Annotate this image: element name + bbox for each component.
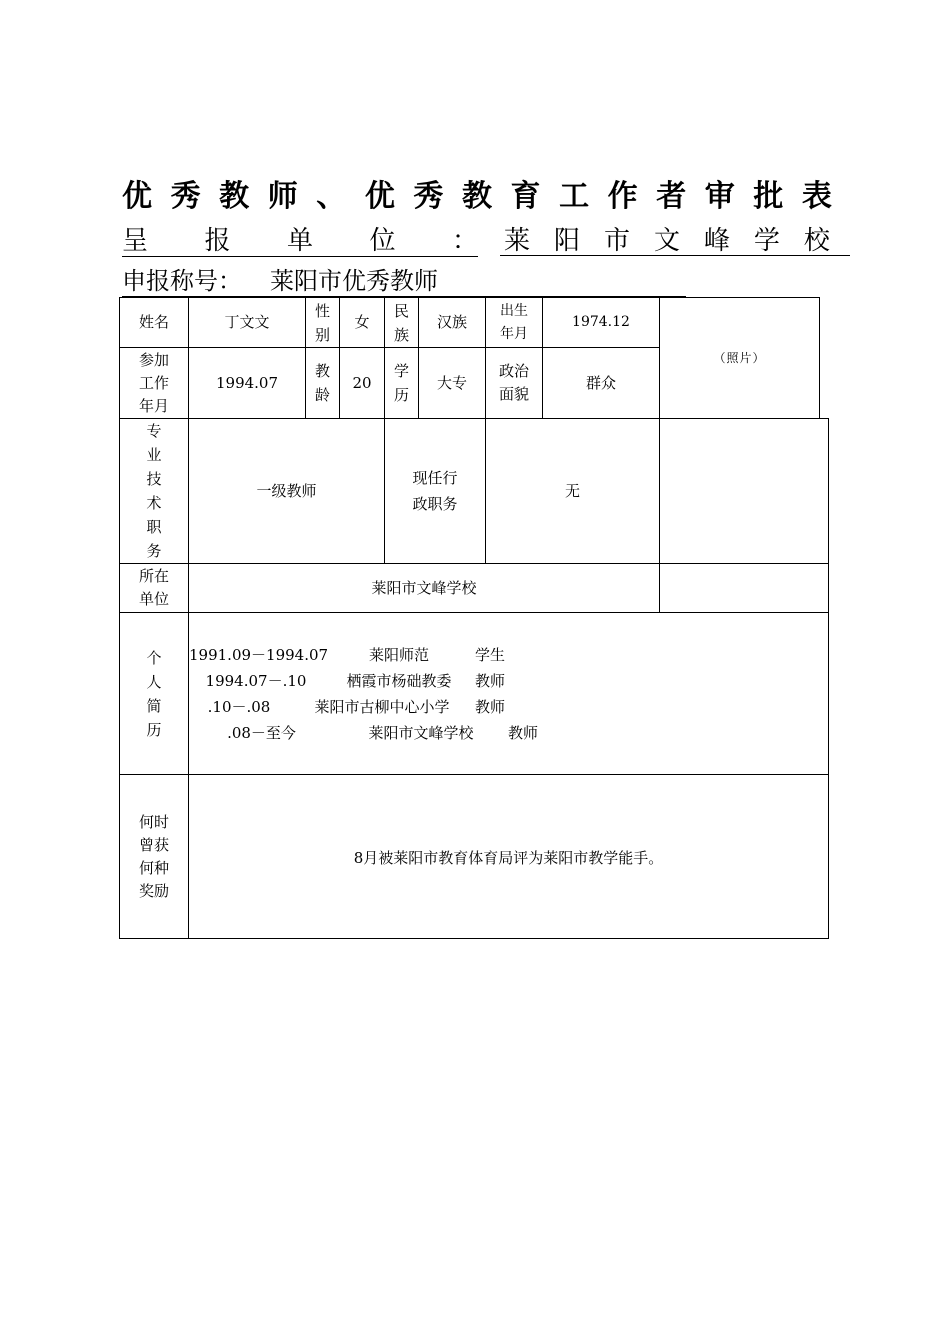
submitting-unit-value <box>500 226 850 256</box>
unit-value-char: 莱 <box>504 226 531 256</box>
political-label: 政治面貌 <box>486 348 543 419</box>
row-unit-info <box>120 564 829 613</box>
title-char: 作 <box>607 179 638 214</box>
name-label: 姓名 <box>120 298 189 348</box>
birth-label: 出生年月 <box>486 298 543 348</box>
unit-label-char: ： <box>451 226 478 256</box>
row-awards <box>120 775 829 939</box>
gender-label: 性别 <box>306 298 340 348</box>
approval-form-table <box>119 297 829 939</box>
teaching-years-label: 教龄 <box>306 348 340 419</box>
unit-value-char: 市 <box>603 226 630 256</box>
admin-position-label: 现任行政职务 <box>385 419 486 564</box>
resume-content <box>189 613 829 775</box>
resume-line: .10－.08 莱阳市古柳中心小学 教师 <box>207 697 506 716</box>
professional-title-value: 一级教师 <box>189 419 385 564</box>
title-char: 者 <box>656 179 687 214</box>
honor-line <box>122 266 686 297</box>
blank-cell <box>660 419 829 564</box>
work-start-value: 1994.07 <box>189 348 306 419</box>
row-basic-info <box>120 298 829 348</box>
title-char: 优 <box>364 179 395 214</box>
row-position-info <box>120 419 829 564</box>
unit-value-char: 学 <box>753 226 780 256</box>
unit-value-char: 文 <box>653 226 680 256</box>
resume-line: 1994.07－.10 栖霞市杨础教委 教师 <box>205 671 506 690</box>
awards-text: 8月被莱阳市教育体育局评为莱阳市教学能手。 <box>353 848 664 867</box>
blank-cell <box>660 564 829 613</box>
form-title <box>122 178 832 216</box>
teaching-years-value: 20 <box>340 348 385 419</box>
ethnicity-label: 民族 <box>385 298 419 348</box>
birth-value: 1974.12 <box>543 298 660 348</box>
unit-label-char: 报 <box>204 226 231 256</box>
honor-value: 莱阳市优秀教师 <box>270 267 438 295</box>
unit-label-char: 位 <box>369 226 396 256</box>
title-char: 工 <box>559 179 590 214</box>
title-char: 表 <box>801 179 832 214</box>
submitting-unit-label <box>122 226 478 257</box>
photo-box: （照片） <box>660 298 820 419</box>
title-char: 审 <box>704 179 735 214</box>
photo-gap <box>820 298 829 419</box>
admin-position-value: 无 <box>486 419 660 564</box>
submitting-unit-line <box>122 226 850 258</box>
resume-label: 个人简历 <box>120 613 189 775</box>
gender-value: 女 <box>340 298 385 348</box>
title-char: 师 <box>267 179 298 214</box>
education-value: 大专 <box>419 348 486 419</box>
awards-label: 何时曾获何种奖励 <box>120 775 189 939</box>
resume-line: 1991.09－1994.07 莱阳师范 学生 <box>189 645 506 664</box>
title-char: 教 <box>219 179 250 214</box>
awards-content <box>189 775 829 939</box>
unit-label-char: 呈 <box>122 226 149 256</box>
row-resume <box>120 613 829 775</box>
resume-line: .08－至今 莱阳市文峰学校 教师 <box>227 723 539 742</box>
title-char: 育 <box>510 179 541 214</box>
education-label: 学历 <box>385 348 419 419</box>
unit-label-char: 单 <box>286 226 313 256</box>
unit-label: 所在单位 <box>120 564 189 613</box>
title-char: 教 <box>461 179 492 214</box>
unit-value-char: 峰 <box>703 226 730 256</box>
title-char: 批 <box>753 179 784 214</box>
unit-value: 莱阳市文峰学校 <box>189 564 660 613</box>
title-char: 秀 <box>413 179 444 214</box>
work-start-label: 参加工作年月 <box>120 348 189 419</box>
unit-value-char: 校 <box>803 226 830 256</box>
ethnicity-value: 汉族 <box>419 298 486 348</box>
title-char: 、 <box>316 179 347 214</box>
title-char: 秀 <box>170 179 201 214</box>
political-value: 群众 <box>543 348 660 419</box>
professional-title-label: 专业技术职务 <box>120 419 189 564</box>
name-value: 丁文文 <box>189 298 306 348</box>
unit-value-char: 阳 <box>553 226 580 256</box>
honor-label: 申报称号： <box>122 267 242 295</box>
title-char: 优 <box>122 179 152 214</box>
